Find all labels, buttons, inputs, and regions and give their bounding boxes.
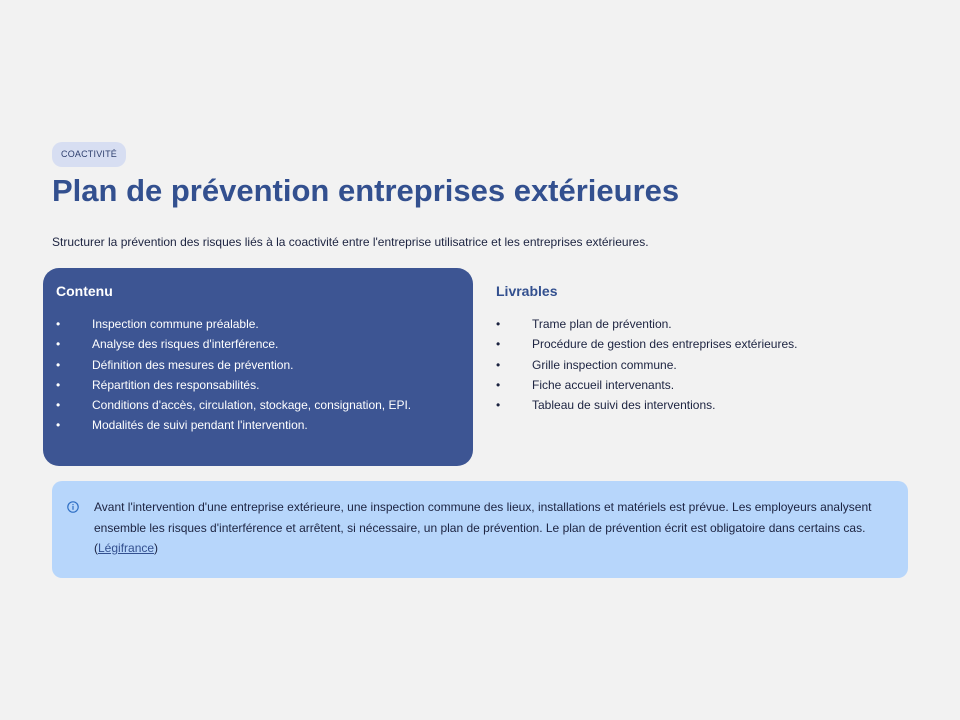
info-callout-body: Avant l'intervention d'une entreprise extérieure, une inspection commune des lieux, installations et matériels est prévue. Les employeurs analysent ensemble les risques d'interférence et arrêtent, si nécessaire, un plan de prévention. Le plan de prévention écrit est obligatoire dans certains cas. <box>94 500 872 535</box>
list-item <box>496 395 900 415</box>
list-item-text: Analyse des risques d'interférence. <box>92 337 279 352</box>
list-item-text: Inspection commune préalable. <box>92 317 259 331</box>
info-icon <box>67 501 79 513</box>
bullet-icon: • <box>56 377 61 392</box>
list-item <box>56 395 460 415</box>
list-item-text: Répartition des responsabilités. <box>92 377 260 392</box>
bullet-icon: • <box>496 337 501 352</box>
list-item-text: Modalités de suivi pendant l'intervention. <box>92 418 308 433</box>
list-item <box>56 355 460 375</box>
page-title: Plan de prévention entreprises extérieures <box>52 173 680 208</box>
livrables-heading: Livrables <box>496 283 558 299</box>
livrables-section <box>483 282 913 415</box>
list-item-text: Définition des mesures de prévention. <box>92 357 294 372</box>
list-item-text: Conditions d'accès, circulation, stockage, consignation, EPI. <box>92 398 412 413</box>
list-item <box>496 355 900 375</box>
list-item <box>496 314 900 334</box>
category-badge: COACTIVITÉ <box>52 142 126 167</box>
info-callout-text <box>94 497 888 559</box>
list-item-text: Procédure de gestion des entreprises extérieures. <box>532 337 798 352</box>
list-item <box>496 334 900 354</box>
link-open-paren: ( <box>94 541 98 555</box>
bullet-icon: • <box>496 377 501 392</box>
contenu-list <box>56 314 460 436</box>
contenu-card <box>43 268 473 466</box>
list-item <box>56 415 460 435</box>
list-item <box>496 375 900 395</box>
bullet-icon: • <box>496 357 501 372</box>
list-item <box>56 375 460 395</box>
list-item-text: Trame plan de prévention. <box>532 317 672 331</box>
list-item-text: Fiche accueil intervenants. <box>532 377 675 392</box>
bullet-icon: • <box>56 398 61 413</box>
info-callout <box>52 481 908 578</box>
bullet-icon: • <box>496 317 501 331</box>
list-item <box>56 314 460 334</box>
bullet-icon: • <box>496 398 501 413</box>
list-item-text: Grille inspection commune. <box>532 357 677 372</box>
bullet-icon: • <box>56 357 61 372</box>
page-subtitle: Structurer la prévention des risques liés à la coactivité entre l'entreprise utilisatrice et les entreprises extérieures. <box>52 235 649 249</box>
list-item <box>56 334 460 354</box>
bullet-icon: • <box>56 317 61 331</box>
list-item-text: Tableau de suivi des interventions. <box>532 398 716 413</box>
link-close-paren: ) <box>154 541 159 555</box>
contenu-heading: Contenu <box>56 283 113 299</box>
bullet-icon: • <box>56 418 61 433</box>
livrables-list <box>496 314 900 415</box>
legifrance-link[interactable]: Légifrance <box>98 541 155 555</box>
bullet-icon: • <box>56 337 61 352</box>
